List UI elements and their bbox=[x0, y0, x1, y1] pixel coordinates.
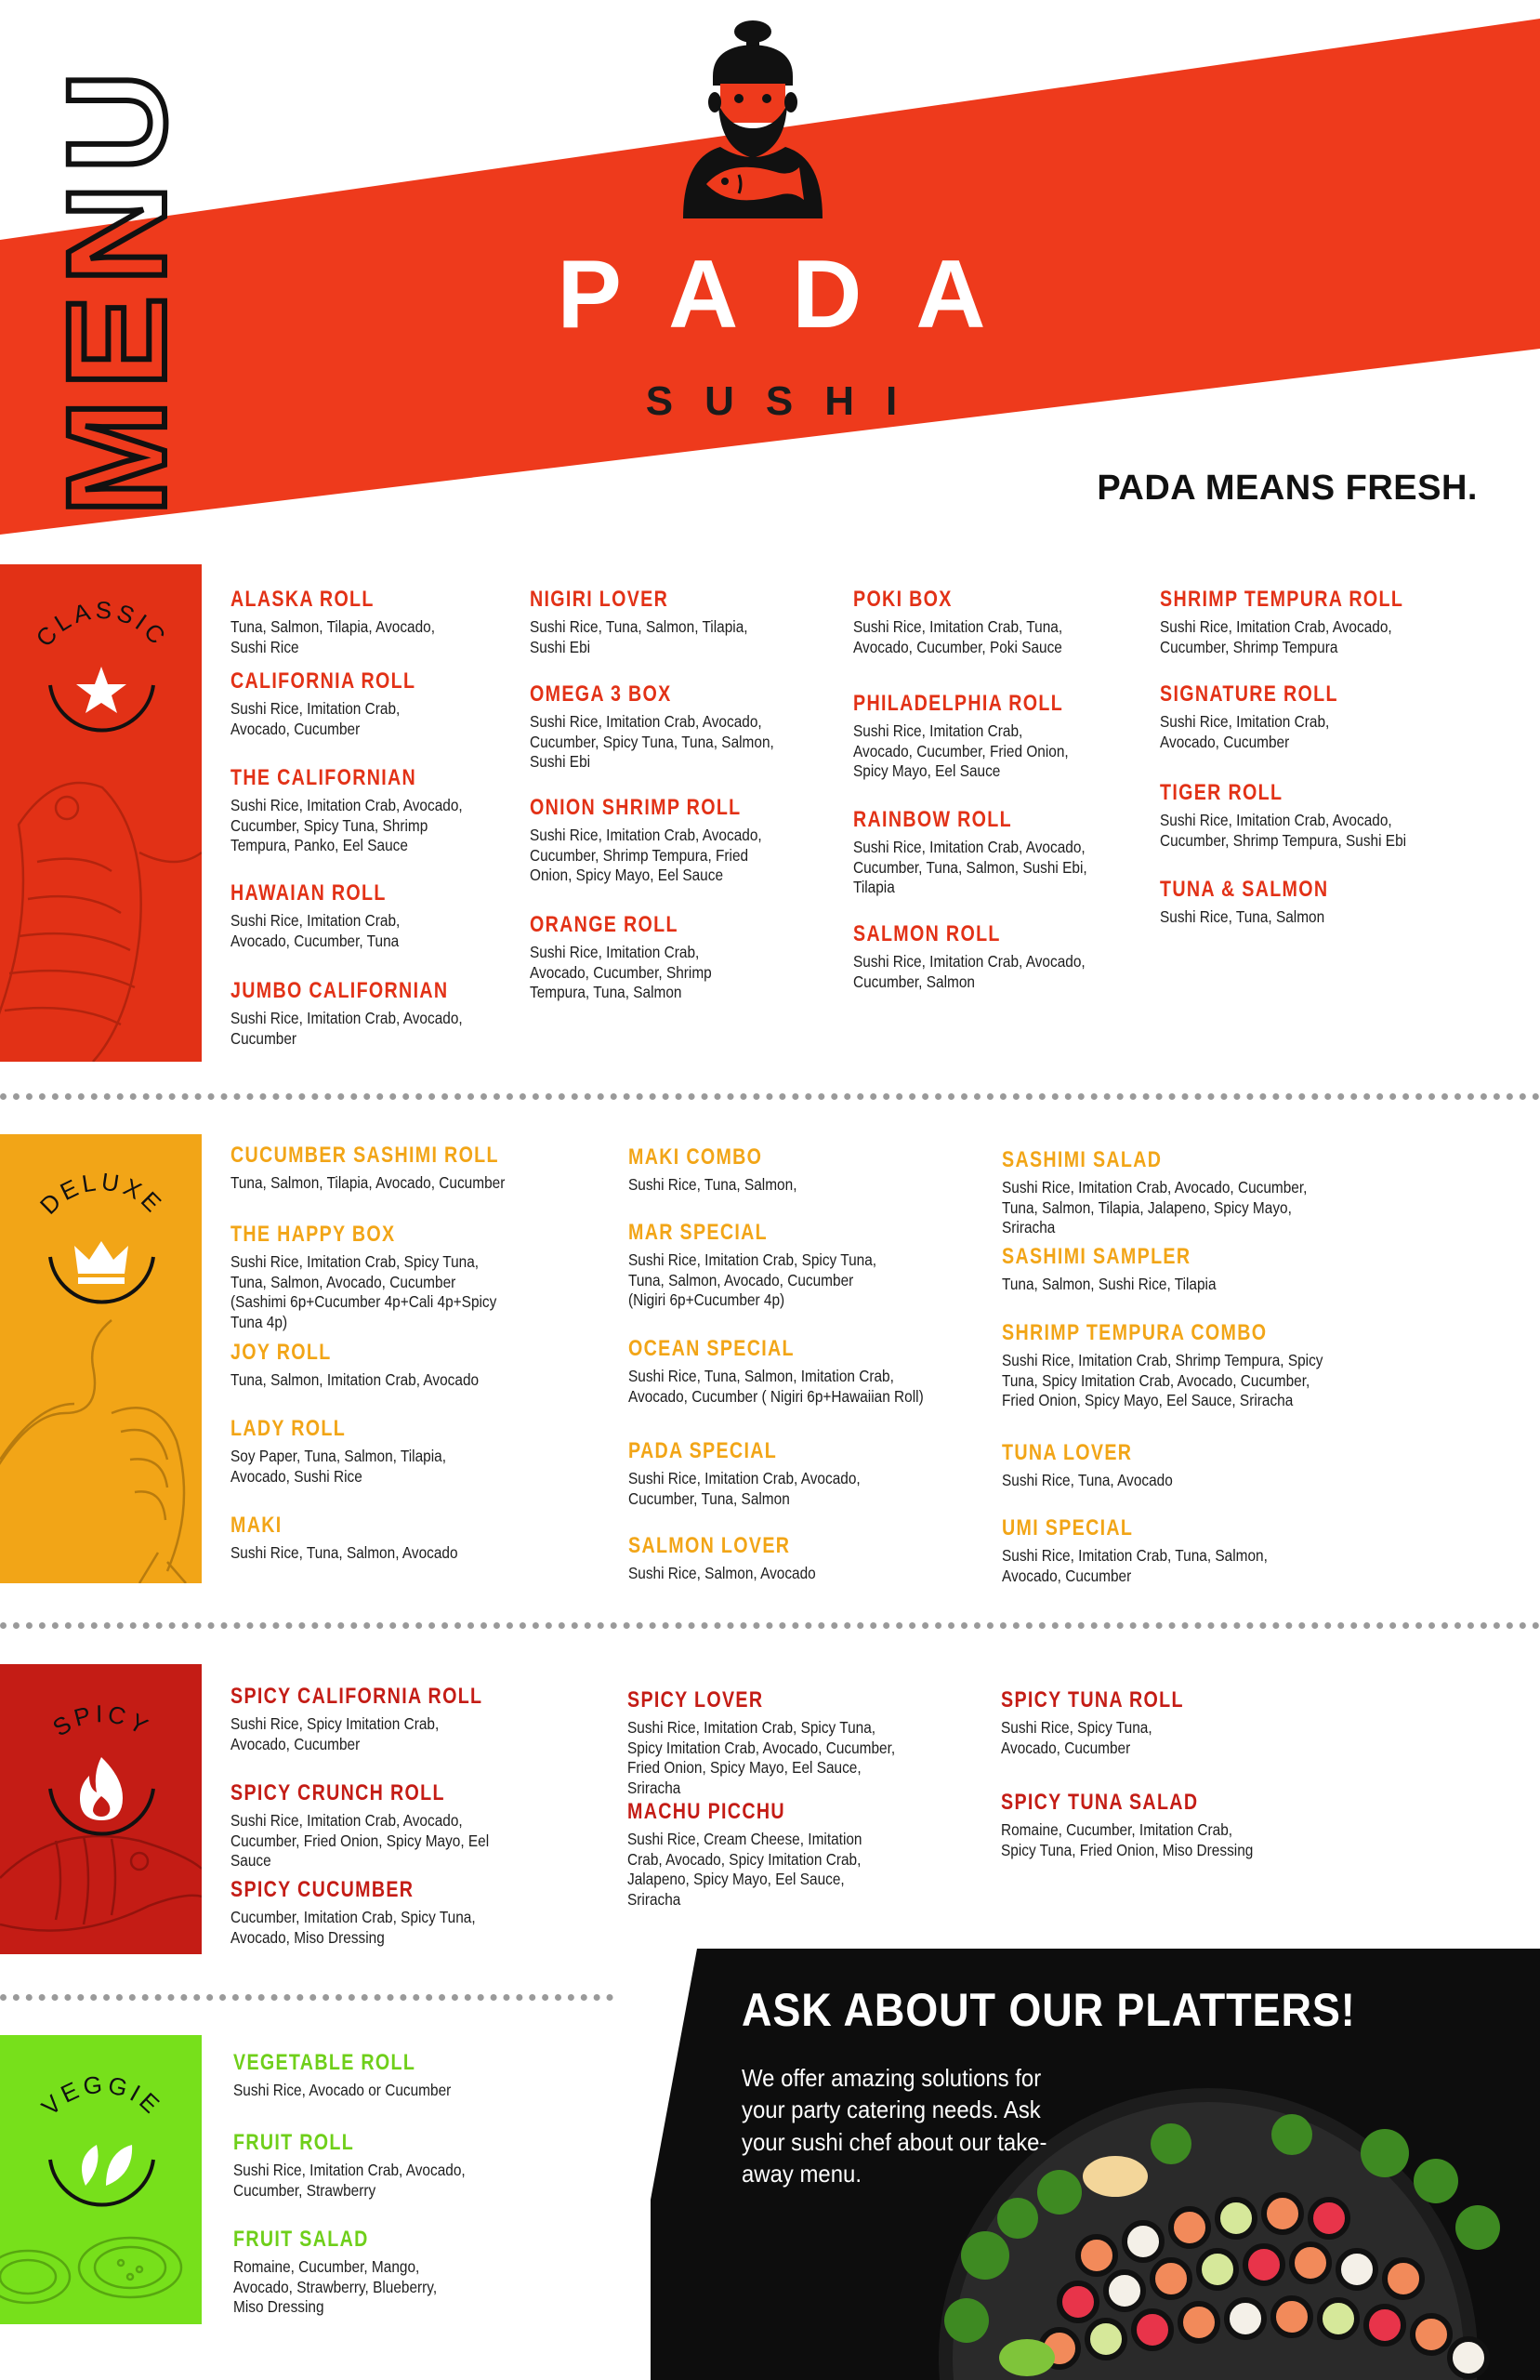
menu-item bbox=[530, 588, 799, 657]
chef-logo-icon bbox=[674, 19, 832, 218]
item-name: SPICY CUCUMBER bbox=[230, 1877, 415, 1902]
menu-item bbox=[1002, 1441, 1281, 1491]
item-desc: Sushi Rice, Imitation Crab, Shrimp Tempura, Spicy Tuna, Spicy Imitation Crab, Avocado, Cucumber, Fried Onion, Spicy Mayo, Eel Sauce, Sriracha bbox=[1002, 1351, 1323, 1410]
item-name: HAWAIAN ROLL bbox=[230, 880, 387, 906]
item-name: SPICY TUNA ROLL bbox=[1001, 1687, 1184, 1712]
menu-item bbox=[1160, 781, 1467, 851]
leaf-icon bbox=[82, 2145, 132, 2186]
shrimp-sketch-icon bbox=[0, 1302, 202, 1583]
menu-item bbox=[530, 913, 753, 1003]
item-desc: Sushi Rice, Imitation Crab, Spicy Tuna, Tuna, Salmon, Avocado, Cucumber (Sashimi 6p+Cucumber 4p+Cali 4p+Spicy Tuna 4p) bbox=[230, 1252, 497, 1331]
flame-icon bbox=[80, 1757, 123, 1820]
crown-icon bbox=[74, 1241, 128, 1284]
item-name: SHRIMP TEMPURA COMBO bbox=[1002, 1320, 1268, 1345]
item-desc: Cucumber, Imitation Crab, Spicy Tuna, Avocado, Miso Dressing bbox=[230, 1908, 476, 1947]
item-name: LADY ROLL bbox=[230, 1416, 347, 1441]
item-name: CUCUMBER SASHIMI ROLL bbox=[230, 1143, 499, 1168]
item-name: MAKI COMBO bbox=[628, 1144, 763, 1170]
menu-item bbox=[233, 2051, 512, 2101]
menu-item bbox=[230, 1417, 491, 1487]
item-name: TUNA & SALMON bbox=[1160, 877, 1329, 902]
item-name: FRUIT ROLL bbox=[233, 2130, 355, 2155]
menu-item bbox=[1001, 1791, 1298, 1860]
menu-item bbox=[230, 1685, 538, 1754]
veggie-badge-label: VEGGIE bbox=[35, 2069, 168, 2122]
menu-item bbox=[530, 682, 809, 773]
menu-word: MENU bbox=[38, 60, 194, 516]
classic-sidebar bbox=[0, 564, 202, 1062]
brand-name: PADA bbox=[557, 241, 1040, 349]
menu-item bbox=[230, 669, 456, 739]
item-desc: Sushi Rice, Imitation Crab, Avocado, Cucumber, Fried Onion, Spicy Mayo, Eel Sauce bbox=[230, 1811, 490, 1871]
item-name: PHILADELPHIA ROLL bbox=[853, 691, 1064, 716]
menu-item bbox=[230, 1781, 574, 1871]
spicy-badge bbox=[20, 1685, 183, 1847]
item-desc: Tuna, Salmon, Tilapia, Avocado, Cucumber bbox=[230, 1173, 506, 1193]
section-divider bbox=[0, 1994, 613, 2001]
menu-item bbox=[233, 2131, 512, 2201]
item-desc: Sushi Rice, Avocado or Cucumber bbox=[233, 2081, 452, 2100]
item-name: SALMON ROLL bbox=[853, 921, 1001, 946]
svg-text:CLASSIC bbox=[30, 596, 173, 653]
item-desc: Sushi Rice, Imitation Crab, Avocado, Cucumber, Shrimp Tempura, Fried Onion, Spicy Mayo, Eel Sauce bbox=[530, 826, 762, 885]
item-desc: Sushi Rice, Spicy Imitation Crab, Avocado, Cucumber bbox=[230, 1714, 440, 1753]
item-name: TIGER ROLL bbox=[1160, 780, 1283, 805]
menu-item bbox=[230, 979, 509, 1049]
item-name: MAR SPECIAL bbox=[628, 1220, 769, 1245]
menu-item bbox=[1160, 878, 1439, 928]
item-desc: Soy Paper, Tuna, Salmon, Tilapia, Avocado, Sushi Rice bbox=[230, 1447, 447, 1486]
item-desc: Sushi Rice, Imitation Crab, Avocado, Cucumber bbox=[1160, 712, 1330, 751]
item-desc: Romaine, Cucumber, Imitation Crab, Spicy Tuna, Fried Onion, Miso Dressing bbox=[1001, 1820, 1254, 1859]
item-desc: Sushi Rice, Imitation Crab, Avocado, Cucumber, Strawberry bbox=[233, 2161, 466, 2200]
item-name: OCEAN SPECIAL bbox=[628, 1336, 795, 1361]
spicy-sidebar bbox=[0, 1664, 202, 1954]
item-name: NIGIRI LOVER bbox=[530, 587, 669, 612]
item-desc: Sushi Rice, Salmon, Avocado bbox=[628, 1564, 816, 1583]
menu-item bbox=[230, 588, 500, 657]
item-name: JOY ROLL bbox=[230, 1340, 332, 1365]
menu-item bbox=[627, 1688, 939, 1798]
item-name: ONION SHRIMP ROLL bbox=[530, 795, 742, 820]
menu-item bbox=[230, 1223, 537, 1332]
veggie-badge bbox=[20, 2056, 183, 2218]
item-desc: Sushi Rice, Imitation Crab, Avocado, Cucumber bbox=[230, 1009, 463, 1048]
item-name: MACHU PICCHU bbox=[627, 1799, 785, 1824]
item-desc: Sushi Rice, Imitation Crab, Avocado, Cucumber, Tuna bbox=[230, 911, 401, 950]
item-desc: Sushi Rice, Imitation Crab, Avocado, Cucumber, Spicy Tuna, Shrimp Tempura, Panko, Eel Sauce bbox=[230, 796, 463, 855]
menu-item bbox=[853, 922, 1137, 992]
item-name: ORANGE ROLL bbox=[530, 912, 678, 937]
svg-text:SPICY bbox=[47, 1699, 155, 1741]
menu-item bbox=[1160, 682, 1392, 752]
menu-item bbox=[1002, 1245, 1336, 1295]
tagline: PADA MEANS FRESH. bbox=[1097, 469, 1478, 508]
menu-item bbox=[230, 1514, 565, 1564]
item-desc: Sushi Rice, Imitation Crab, Avocado, Cucumber, Tuna, Salmon bbox=[628, 1469, 861, 1508]
deluxe-badge bbox=[20, 1153, 183, 1316]
item-desc: Sushi Rice, Imitation Crab, Avocado, Cucumber, Tuna, Salmon, Tilapia, Jalapeno, Spicy Mayo, Sriracha bbox=[1002, 1178, 1308, 1237]
classic-badge bbox=[20, 581, 183, 744]
menu-item bbox=[628, 1221, 926, 1311]
brand-subtitle: SUSHI bbox=[645, 378, 929, 424]
spicy-badge-label: SPICY bbox=[47, 1699, 156, 1742]
menu-item bbox=[230, 1341, 565, 1391]
item-desc: Sushi Rice, Tuna, Salmon, Tilapia, Sushi Ebi bbox=[530, 617, 748, 656]
item-name: MAKI bbox=[230, 1513, 283, 1538]
item-desc: Sushi Rice, Imitation Crab, Avocado, Cucumber, Salmon bbox=[853, 952, 1086, 991]
platters-title: ASK ABOUT OUR PLATTERS! bbox=[742, 1984, 1356, 2036]
item-name: ALASKA ROLL bbox=[230, 587, 375, 612]
cucumber-sketch-icon bbox=[0, 2221, 202, 2324]
item-desc: Sushi Rice, Tuna, Salmon, Avocado bbox=[230, 1543, 458, 1563]
item-desc: Sushi Rice, Imitation Crab, Avocado, Cucumber bbox=[230, 699, 401, 738]
item-desc: Sushi Rice, Imitation Crab, Avocado, Cucumber, Tuna, Salmon, Sushi Ebi, Tilapia bbox=[853, 838, 1087, 897]
menu-item bbox=[233, 2228, 475, 2318]
item-desc: Sushi Rice, Imitation Crab, Tuna, Salmon, Avocado, Cucumber bbox=[1002, 1546, 1268, 1585]
svg-text:DELUXE bbox=[34, 1168, 169, 1220]
item-desc: Sushi Rice, Tuna, Salmon, bbox=[628, 1175, 797, 1195]
menu-item bbox=[853, 808, 1123, 898]
menu-item bbox=[1001, 1688, 1224, 1758]
item-name: SASHIMI SAMPLER bbox=[1002, 1244, 1191, 1269]
item-desc: Sushi Rice, Imitation Crab, Spicy Tuna, Tuna, Salmon, Avocado, Cucumber (Nigiri 6p+Cucumber 4p) bbox=[628, 1250, 877, 1310]
menu-item bbox=[230, 766, 500, 856]
menu-item bbox=[530, 796, 809, 886]
item-desc: Sushi Rice, Imitation Crab, Spicy Tuna, Spicy Imitation Crab, Avocado, Cucumber, Fried Onion, Spicy Mayo, Eel Sauce, Sriracha bbox=[627, 1718, 896, 1797]
menu-item bbox=[628, 1534, 926, 1584]
menu-item bbox=[230, 881, 463, 951]
item-desc: Sushi Rice, Imitation Crab, Avocado, Cucumber, Shrimp Tempura bbox=[1160, 617, 1392, 656]
item-name: SPICY CRUNCH ROLL bbox=[230, 1780, 445, 1805]
item-desc: Sushi Rice, Imitation Crab, Tuna, Avocado, Cucumber, Poki Sauce bbox=[853, 617, 1063, 656]
star-icon bbox=[76, 667, 126, 713]
menu-item bbox=[853, 692, 1110, 782]
item-name: SPICY LOVER bbox=[627, 1687, 764, 1712]
menu-item bbox=[628, 1145, 926, 1196]
deluxe-sidebar bbox=[0, 1134, 202, 1583]
item-desc: Sushi Rice, Imitation Crab, Avocado, Cucumber, Shrimp Tempura, Sushi Ebi bbox=[1160, 811, 1407, 850]
item-name: JUMBO CALIFORNIAN bbox=[230, 978, 449, 1003]
fish-sketch-icon bbox=[0, 750, 202, 1062]
item-name: TUNA LOVER bbox=[1002, 1440, 1133, 1465]
deluxe-badge-label: DELUXE bbox=[33, 1167, 170, 1220]
veggie-sidebar bbox=[0, 2035, 202, 2324]
item-name: SALMON LOVER bbox=[628, 1533, 791, 1558]
item-name: THE HAPPY BOX bbox=[230, 1222, 396, 1247]
section-divider bbox=[0, 1093, 1540, 1100]
menu-item bbox=[1002, 1516, 1309, 1586]
item-name: CALIFORNIA ROLL bbox=[230, 668, 416, 694]
item-desc: Romaine, Cucumber, Mango, Avocado, Strawberry, Blueberry, Miso Dressing bbox=[233, 2257, 438, 2317]
svg-text:VEGGIE bbox=[36, 2069, 168, 2121]
item-name: VEGETABLE ROLL bbox=[233, 2050, 416, 2075]
item-desc: Sushi Rice, Imitation Crab, Avocado, Cucumber, Shrimp Tempura, Tuna, Salmon bbox=[530, 943, 712, 1002]
item-name: UMI SPECIAL bbox=[1002, 1515, 1134, 1540]
item-name: PADA SPECIAL bbox=[628, 1438, 778, 1463]
menu-item bbox=[230, 1144, 565, 1194]
item-name: SPICY CALIFORNIA ROLL bbox=[230, 1684, 483, 1709]
menu-vertical-title bbox=[38, 60, 194, 516]
item-name: FRUIT SALAD bbox=[233, 2227, 369, 2252]
item-name: THE CALIFORNIAN bbox=[230, 765, 417, 790]
menu-item bbox=[628, 1439, 907, 1509]
item-name: SIGNATURE ROLL bbox=[1160, 681, 1338, 707]
item-desc: Sushi Rice, Cream Cheese, Imitation Crab, Avocado, Spicy Imitation Crab, Jalapeno, Spicy Mayo, Eel Sauce, Sriracha bbox=[627, 1830, 862, 1909]
item-desc: Sushi Rice, Tuna, Salmon, Imitation Crab, Avocado, Cucumber ( Nigiri 6p+Hawaiian Roll) bbox=[628, 1367, 924, 1406]
section-divider bbox=[0, 1622, 1540, 1629]
menu-item bbox=[627, 1800, 906, 1910]
item-desc: Sushi Rice, Spicy Tuna, Avocado, Cucumber bbox=[1001, 1718, 1152, 1757]
item-desc: Sushi Rice, Imitation Crab, Avocado, Cucumber, Fried Onion, Spicy Mayo, Eel Sauce bbox=[853, 721, 1069, 781]
item-name: SPICY TUNA SALAD bbox=[1001, 1790, 1199, 1815]
item-name: RAINBOW ROLL bbox=[853, 807, 1012, 832]
menu-item bbox=[1002, 1321, 1383, 1411]
item-desc: Sushi Rice, Tuna, Avocado bbox=[1002, 1471, 1173, 1490]
menu-item bbox=[1002, 1148, 1392, 1238]
item-desc: Tuna, Salmon, Imitation Crab, Avocado bbox=[230, 1370, 480, 1390]
classic-badge-label: CLASSIC bbox=[30, 595, 174, 653]
item-name: SHRIMP TEMPURA ROLL bbox=[1160, 587, 1404, 612]
item-name: OMEGA 3 BOX bbox=[530, 681, 672, 707]
item-name: POKI BOX bbox=[853, 587, 953, 612]
menu-item bbox=[628, 1337, 981, 1407]
item-desc: Tuna, Salmon, Tilapia, Avocado, Sushi Rice bbox=[230, 617, 436, 656]
menu-item bbox=[230, 1878, 509, 1948]
item-desc: Sushi Rice, Imitation Crab, Avocado, Cucumber, Spicy Tuna, Tuna, Salmon, Sushi Ebi bbox=[530, 712, 774, 772]
item-desc: Tuna, Salmon, Sushi Rice, Tilapia bbox=[1002, 1275, 1217, 1294]
item-name: SASHIMI SALAD bbox=[1002, 1147, 1163, 1172]
platters-text: We offer amazing solutions for your party catering needs. Ask your sushi chef about our take-away menu. bbox=[742, 2064, 1047, 2188]
menu-item bbox=[1160, 588, 1457, 657]
item-desc: Sushi Rice, Tuna, Salmon bbox=[1160, 907, 1325, 927]
menu-item bbox=[853, 588, 1113, 657]
